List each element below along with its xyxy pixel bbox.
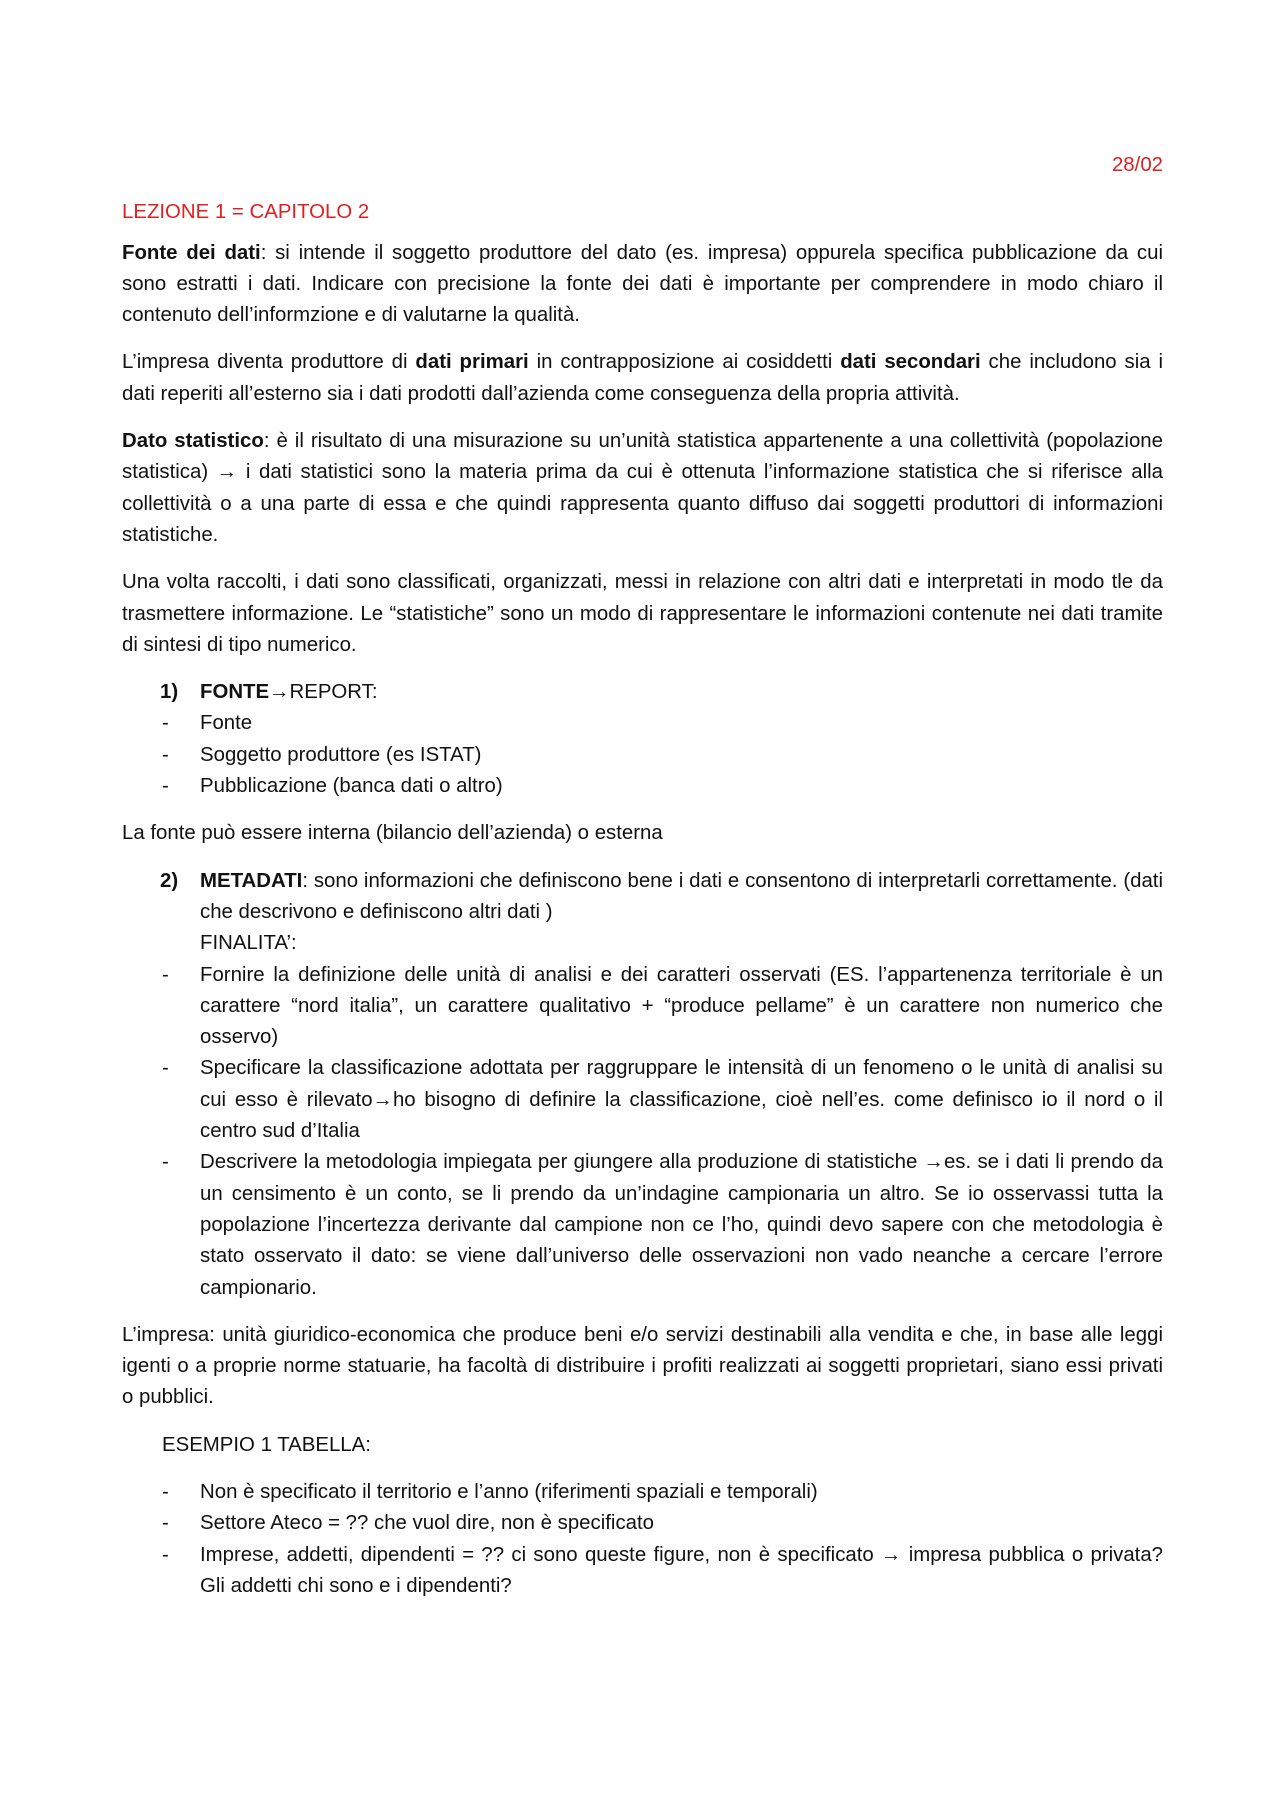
paragraph-dato-statistico — [122, 426, 1163, 551]
list-item-text: Descrivere la metodologia impiegata per giungere alla produzione di statistiche — [200, 1151, 924, 1174]
section-heading — [122, 866, 1163, 929]
example-list — [122, 1477, 1163, 1602]
list-item: - Pubblicazione (banca dati o altro) — [122, 771, 1163, 802]
section-title: FONTE — [200, 681, 270, 704]
list-item: - Non è specificato il territorio e l’anno (riferimenti spaziali e temporali) — [122, 1477, 1163, 1508]
bullet-list — [122, 960, 1163, 1304]
term-dato-statistico: Dato statistico — [122, 430, 264, 453]
paragraph-text: i dati statistici sono la materia prima da cui è ottenuta l’informazione statistica che si riferisce alla collettività o a una parte di essa e che quindi rappresenta quanto diffuso dai soggetti produttori di informazioni statistiche. — [122, 461, 1163, 546]
section-subheading: FINALITA’: — [200, 932, 297, 955]
example-title: ESEMPIO 1 TABELLA: — [162, 1433, 371, 1456]
arrow-right-icon: → — [216, 461, 238, 484]
list-item: - Settore Ateco = ?? che vuol dire, non è specificato — [122, 1508, 1163, 1539]
paragraph-statistiche: Una volta raccolti, i dati sono classificati, organizzati, messi in relazione con altri dati e interpretati in modo tle da trasmettere informazione. Le “statistiche” sono un modo di rappresentare le informazioni contenute nei dati tramite di sintesi di tipo numerico. — [122, 571, 1163, 656]
list-item: - Fonte — [122, 708, 1163, 739]
term-dati-secondari: dati secondari — [840, 351, 981, 374]
paragraph-fonte-dei-dati — [122, 238, 1163, 332]
paragraph-dati-primari — [122, 347, 1163, 410]
arrow-right-icon: → — [881, 1543, 902, 1566]
bullet-list — [122, 708, 1163, 802]
list-item-text: Specificare la classificazione adottata per raggruppare le intensità di un fenomeno o le unità di analisi su cui esso è rilevato — [200, 1057, 1163, 1111]
arrow-right-icon: → — [923, 1151, 944, 1174]
term-fonte-dei-dati: Fonte dei dati — [122, 241, 261, 264]
paragraph-fonte-interna: La fonte può essere interna (bilancio dell’azienda) o esterna — [122, 822, 663, 845]
lesson-heading: LEZIONE 1 = CAPITOLO 2 — [122, 201, 370, 224]
paragraph-text: che includono sia i dati reperiti all’esterno sia i dati prodotti dall’azienda come conseguenza della propria attività. — [122, 351, 1164, 405]
section-heading — [122, 677, 1163, 708]
section-title: METADATI — [200, 869, 303, 892]
term-dati-primari: dati primari — [415, 351, 529, 374]
paragraph-impresa: L’impresa: unità giuridico-economica che produce beni e/o servizi destinabili alla vendita e che, in base alle leggi igenti o a proprie norme statuarie, ha facoltà di distribuire i profiti realizzati ai soggetti proprietari, siano essi privati o pubblici. — [122, 1323, 1163, 1409]
section-number: 2) — [160, 869, 179, 892]
list-item: - Soggetto produttore (es ISTAT) — [122, 740, 1163, 771]
list-item-text: es. se i dati li prendo da un censimento è un conto, se li prendo da un’indagine campionaria un altro. Se io osservassi tutta la popolazione l’incertezza derivante dal campione non ce l’ho, quindi devo sapere con che metodologia è stato osservato il dato: se viene dall’universo delle osservazioni non vado neanche a cercare l’errore campionario. — [200, 1151, 1163, 1299]
paragraph-text: L’impresa diventa produttore di — [122, 351, 416, 374]
arrow-right-icon: → — [269, 681, 290, 704]
paragraph-text: in contrapposizione ai cosiddetti — [528, 351, 841, 374]
paragraph-text: : è il risultato di una misurazione su un’unità statistica appartenente a una collettività (popolazione statistica) — [122, 430, 1163, 484]
list-item — [122, 1147, 1163, 1303]
section-title-rest: REPORT: — [289, 681, 378, 704]
paragraph-text: : si intende il soggetto produttore del dato (es. impresa) oppurela specifica pubblicazione da cui sono estratti i dati. Indicare con precisione la fonte dei dati è importante per comprendere in modo chiaro il contenuto dell’informzione e di valutarne la qualità. — [122, 241, 1163, 327]
list-item — [122, 1053, 1163, 1147]
section-metadati — [122, 866, 1163, 1304]
list-item-text: Imprese, addetti, dipendenti = ?? ci sono queste figure, non è specificato — [200, 1543, 882, 1566]
list-item-text: impresa pubblica o privata? Gli addetti chi sono e i dipendenti? — [200, 1543, 1163, 1597]
section-fonte-report — [122, 677, 1163, 802]
section-number: 1) — [160, 681, 179, 704]
list-item-text: ho bisogno di definire la classificazione, cioè nell’es. come definisco io il nord o il centro sud d’Italia — [200, 1088, 1163, 1143]
list-item — [122, 1540, 1163, 1603]
section-text: : sono informazioni che definiscono bene i dati e consentono di interpretarli correttamente. (dati che descrivono e definiscono altri dati ) — [200, 869, 1163, 923]
list-item: - Fornire la definizione delle unità di analisi e dei caratteri osservati (ES. l’appartenenza territoriale è un carattere “nord italia”, un carattere qualitativo + “produce pellame” è un carattere non numerico che osservo) — [122, 960, 1163, 1054]
date-label: 28/02 — [1111, 154, 1163, 176]
arrow-right-icon: → — [372, 1088, 393, 1111]
